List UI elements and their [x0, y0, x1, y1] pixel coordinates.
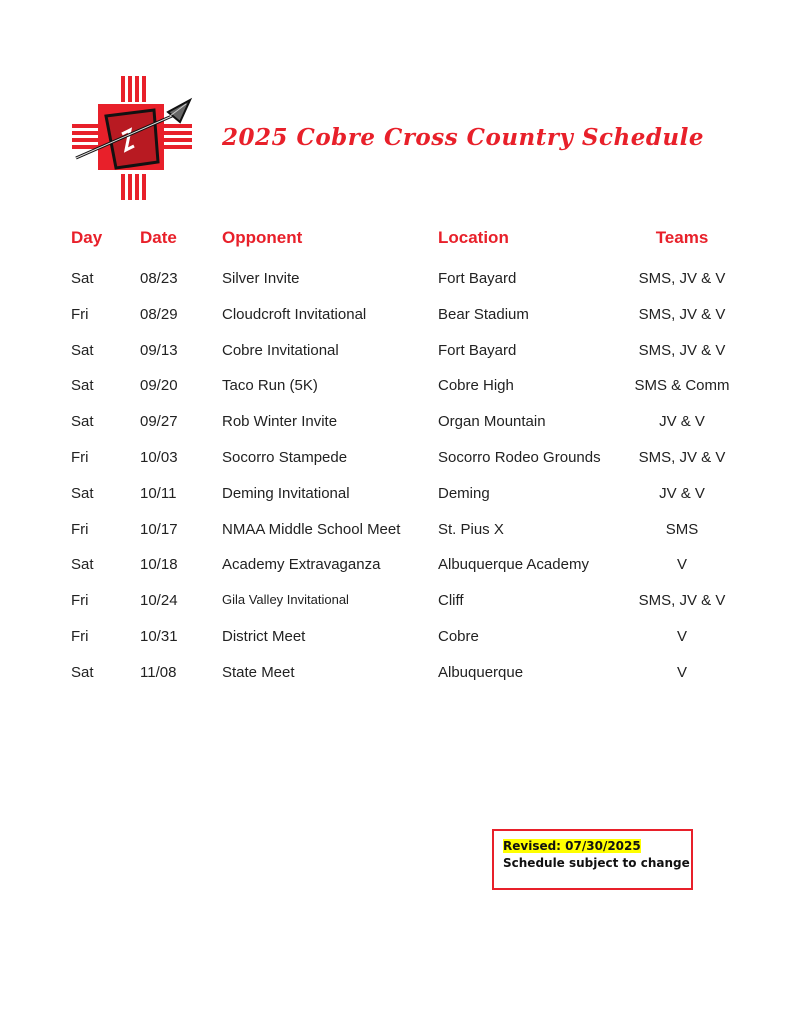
cell-location: Organ Mountain — [438, 413, 546, 431]
cell-day: Sat — [71, 484, 94, 502]
cell-opponent: Cloudcroft Invitational — [222, 305, 367, 323]
header-opponent: Opponent — [222, 228, 303, 247]
table-row — [0, 449, 791, 485]
revision-note — [492, 829, 693, 890]
table-row — [0, 664, 791, 700]
cell-location: Socorro Rodeo Grounds — [438, 448, 601, 466]
cell-date: 09/13 — [140, 341, 178, 359]
cell-date: 10/17 — [140, 520, 178, 538]
cell-teams: JV & V — [659, 413, 705, 431]
cell-date: 11/08 — [140, 663, 177, 681]
zia-arrowhead-logo-icon — [68, 76, 194, 200]
cell-location: Cliff — [438, 592, 464, 610]
cell-location: St. Pius X — [438, 520, 504, 538]
cell-day: Sat — [71, 341, 94, 359]
table-row — [0, 413, 791, 449]
cell-opponent: Deming Invitational — [222, 484, 350, 502]
cell-location: Fort Bayard — [438, 341, 517, 359]
table-row — [0, 592, 791, 628]
cell-date: 09/20 — [140, 377, 178, 395]
cell-opponent: Socorro Stampede — [222, 448, 348, 466]
cell-date: 08/23 — [140, 270, 178, 287]
cell-date: 10/11 — [140, 484, 177, 502]
header-teams: Teams — [655, 228, 709, 247]
cell-opponent: NMAA Middle School Meet — [222, 520, 401, 538]
cell-location: Deming — [438, 484, 490, 502]
table-row — [0, 628, 791, 664]
cell-location: Cobre — [438, 627, 479, 645]
table-row — [0, 485, 791, 521]
cell-location: Cobre High — [438, 377, 514, 395]
table-row — [0, 306, 791, 342]
table-row — [0, 556, 791, 592]
table-header — [0, 228, 791, 252]
cell-teams: SMS, JV & V — [638, 592, 726, 610]
cell-date: 10/18 — [140, 556, 178, 574]
cell-day: Sat — [71, 270, 94, 287]
table-row — [0, 270, 791, 306]
cell-opponent: State Meet — [222, 663, 295, 681]
cell-day: Fri — [71, 448, 89, 466]
cell-day: Sat — [71, 663, 94, 681]
cell-date: 10/31 — [140, 627, 178, 645]
cell-opponent: Silver Invite — [222, 270, 300, 287]
cell-teams: SMS, JV & V — [638, 305, 726, 323]
cell-opponent: Academy Extravaganza — [222, 556, 381, 574]
cell-opponent: District Meet — [222, 627, 306, 645]
cell-location: Albuquerque — [438, 663, 524, 681]
header-date: Date — [140, 228, 177, 247]
table-row — [0, 342, 791, 378]
cell-date: 08/29 — [140, 305, 178, 323]
table-row — [0, 377, 791, 413]
header-day: Day — [71, 228, 103, 247]
cell-location: Albuquerque Academy — [438, 556, 589, 574]
cell-opponent: Rob Winter Invite — [222, 413, 338, 431]
cell-date: 10/24 — [140, 592, 178, 610]
schedule-change-notice: Schedule subject to change — [503, 856, 690, 870]
cell-day: Sat — [71, 413, 94, 431]
cell-date: 10/03 — [140, 448, 178, 466]
cell-teams: SMS — [665, 520, 699, 538]
revised-date: Revised: 07/30/2025 — [503, 839, 641, 853]
cell-day: Fri — [71, 520, 89, 538]
cell-date: 09/27 — [140, 413, 178, 431]
cell-day: Fri — [71, 627, 89, 645]
cell-opponent: Cobre Invitational — [222, 341, 339, 359]
cell-teams: V — [676, 556, 687, 574]
cell-teams: JV & V — [659, 484, 705, 502]
cell-teams: SMS, JV & V — [638, 448, 726, 466]
cell-opponent: Gila Valley Invitational — [222, 592, 349, 608]
cell-teams: SMS, JV & V — [638, 341, 726, 359]
cell-day: Sat — [71, 377, 94, 395]
cell-location: Fort Bayard — [438, 270, 517, 287]
table-row — [0, 521, 791, 557]
cell-teams: SMS & Comm — [634, 377, 730, 395]
cell-opponent: Taco Run (5K) — [222, 377, 318, 395]
schedule-table — [0, 270, 791, 700]
cell-teams: V — [676, 627, 687, 645]
cell-day: Fri — [71, 305, 89, 323]
cell-day: Sat — [71, 556, 94, 574]
header-location: Location — [438, 228, 509, 247]
cell-teams: SMS, JV & V — [638, 270, 726, 287]
cell-teams: V — [676, 663, 687, 681]
cell-day: Fri — [71, 592, 89, 610]
cell-location: Bear Stadium — [438, 305, 529, 323]
page-title: 2025 Cobre Cross Country Schedule — [222, 124, 705, 151]
